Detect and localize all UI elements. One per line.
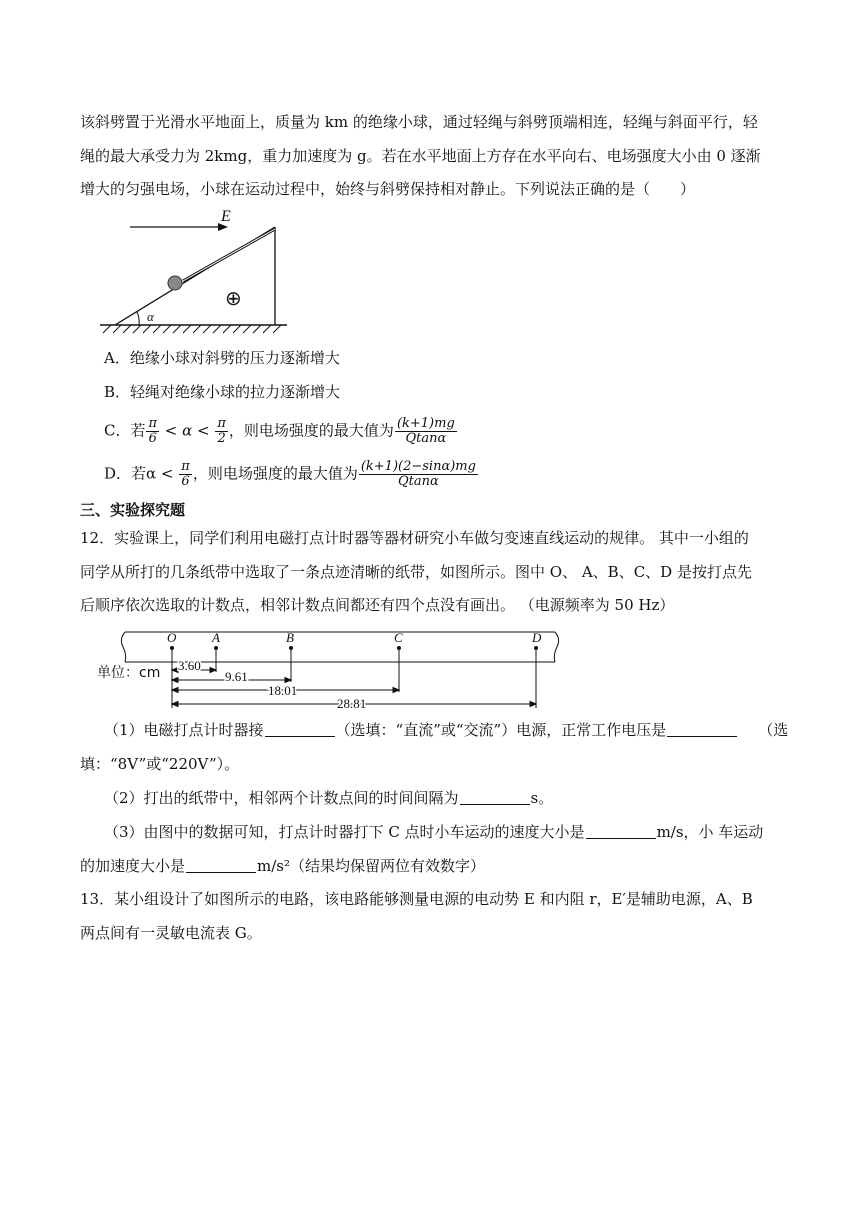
charge-symbol: ⊕	[225, 288, 242, 310]
point-o: O	[167, 630, 177, 645]
option-a: A．绝缘小球对斜劈的压力逐渐增大	[104, 349, 340, 367]
q12-line-1: 12．实验课上，同学们利用电磁打点计时器等器材研究小车做匀变速直线运动的规律。 其中一小组的	[80, 529, 749, 547]
answer-blank-3[interactable]	[460, 790, 530, 805]
option-b: B．轻绳对绝缘小球的拉力逐渐增大	[104, 383, 341, 401]
point-a: A	[212, 630, 220, 645]
tape-unit-label: 单位：cm	[97, 665, 161, 681]
q12-line-3: 后顺序依次选取的计数点，相邻计数点间都还有四个点没有画出。 （电源频率为 50 Hz）	[80, 596, 675, 614]
q12-sub3-line1: （3）由图中的数据可知，打点计时器打下 C 点时小车运动的速度大小是 m/s，小 车运动	[104, 823, 764, 841]
angle-label: α	[147, 309, 154, 324]
answer-blank-4[interactable]	[586, 824, 656, 839]
point-b: B	[286, 630, 294, 645]
answer-blank-1[interactable]	[265, 722, 335, 737]
option-d: D．若α < $\frac{\pi}{6}$ ，则电场强度的最大值为 $\frac{(k+1)(2-\sin\alpha)mg}{Qtan\alpha}$	[104, 459, 476, 489]
option-c-formula: $\frac{(k+1)mg}{Qtan\alpha}$	[396, 416, 455, 446]
field-label: E	[221, 208, 231, 225]
q11-line-1: 该斜劈置于光滑水平地面上，质量为 km 的绝缘小球，通过轻绳与斜劈顶端相连，轻绳与斜面平行，轻	[80, 113, 758, 131]
q12-sub1-line2: 填：“8V”或“220V”）。	[80, 755, 240, 773]
ball	[168, 276, 182, 290]
q13-line-2: 两点间有一灵敏电流表 G。	[80, 924, 262, 942]
point-d: D	[532, 630, 542, 645]
paper-tape-figure	[115, 624, 565, 714]
q11-line-2: 绳的最大承受力为 2kmg，重力加速度为 g。若在水平地面上方存在水平向右、电场强度大小由 0 逐渐	[80, 147, 761, 165]
distance-ob: 9.61	[225, 669, 248, 684]
section-title: 三、实验探究题	[80, 501, 186, 519]
option-d-formula: $\frac{(k+1)(2-\sin\alpha)mg}{Qtan\alpha}$	[360, 459, 476, 489]
distance-oc: 18.01	[268, 683, 298, 698]
q13-line-1: 13．某小组设计了如图所示的电路，该电路能够测量电源的电动势 E 和内阻 r，E′是辅助电源，A、B	[80, 890, 753, 908]
point-c: C	[394, 630, 403, 645]
q12-sub1-line1: （1）电磁打点计时器接 （选填：“直流”或“交流”）电源，正常工作电压是 （选	[104, 721, 789, 739]
q12-line-2: 同学从所打的几条纸带中选取了一条点迹清晰的纸带，如图所示。图中 O、 A、B、C、D 是按打点先	[80, 563, 752, 581]
answer-blank-2[interactable]	[667, 722, 737, 737]
q12-sub2: （2）打出的纸带中，相邻两个计数点间的时间间隔为 s。	[104, 789, 554, 807]
q12-sub3-line2: 的加速度大小是 m/s²（结果均保留两位有效数字）	[80, 857, 486, 875]
distance-oa: 3.60	[178, 658, 201, 673]
answer-blank-5[interactable]	[186, 858, 256, 873]
option-c: C．若 $\frac{\pi}{6}$ < α < $\frac{\pi}{2}$ ，则电场强度的最大值为 $\frac{(k+1)mg}{Qtan\alpha}$	[104, 416, 455, 446]
incline-figure	[95, 205, 295, 335]
q11-line-3: 增大的匀强电场，小球在运动过程中，始终与斜劈保持相对静止。下列说法正确的是（ ）	[80, 180, 696, 198]
distance-od: 28.81	[337, 696, 367, 711]
